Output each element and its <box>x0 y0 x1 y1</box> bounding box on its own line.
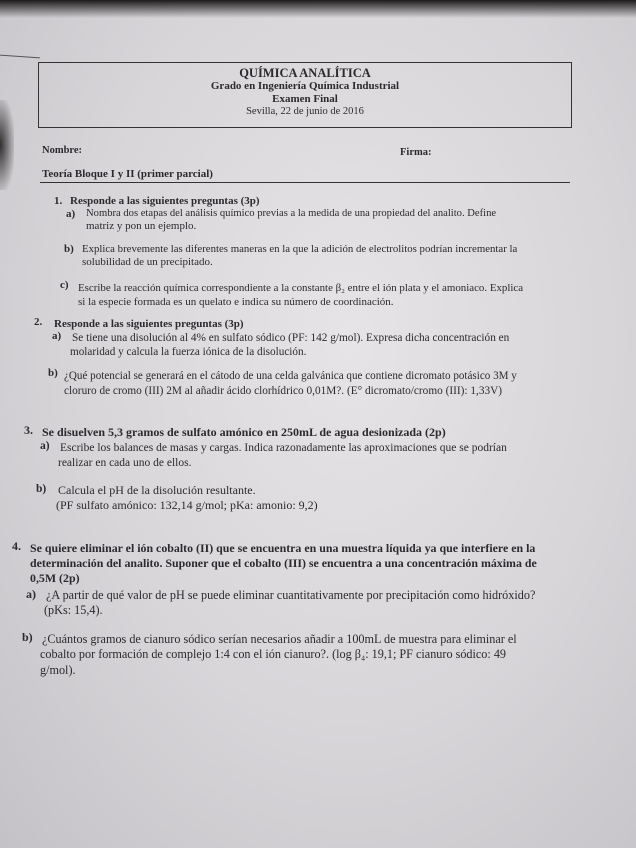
q3b-line2: (PF sulfato amónico: 132,14 g/mol; pKa: amonio: 9,2) <box>56 498 318 512</box>
q4a-line1: ¿A partir de qué valor de pH se puede eliminar cuantitativamente por precipitación como hidróxido? <box>46 588 536 602</box>
q2a-line2: molaridad y calcula la fuerza iónica de la disolución. <box>70 346 307 358</box>
q1b-label: b) <box>64 243 74 255</box>
q4-number: 4. <box>12 539 21 553</box>
q1-number: 1. <box>54 195 63 207</box>
q3a-label: a) <box>40 440 50 452</box>
q1c-line1: Escribe la reacción química correspondiente a la constante β₂ entre el ión plata y el amoniaco. Explica <box>78 282 524 294</box>
q3b-line1: Calcula el pH de la disolución resultante. <box>58 483 256 497</box>
q1a-line1: Nombra dos etapas del análisis químico previas a la medida de una propiedad del analito. Define <box>86 208 497 219</box>
q2a-line1: Se tiene una disolución al 4% en sulfato sódico (PF: 142 g/mol). Expresa dicha concentración en <box>72 332 510 344</box>
q3b-label: b) <box>36 483 47 495</box>
q4b-line1: ¿Cuántos gramos de cianuro sódico serían necesarios añadir a 100mL de muestra para eliminar el <box>42 632 517 646</box>
q4a-line2: (pKs: 15,4). <box>44 603 103 617</box>
q4-title-line3: 0,5M (2p) <box>30 571 80 585</box>
course-title: QUÍMICA ANALÍTICA <box>239 66 371 80</box>
q4-title-line1: Se quiere eliminar el ión cobalto (II) que se encuentra en una muestra líquida ya que interfiere en la <box>30 541 536 555</box>
q3a-line1: Escribe los balances de masas y cargas. Indica razonadamente las aproximaciones que se podrían <box>60 442 507 454</box>
q2b-line1: ¿Qué potencial se generará en el cátodo de una celda galvánica que contiene dicromato potásico 3M y <box>64 370 517 382</box>
section-rule <box>40 182 570 183</box>
exam-type: Examen Final <box>272 93 338 105</box>
q4-title-line2: determinación del analito. Suponer que el cobalto (III) se encuentra a una concentración máxima de <box>30 556 537 570</box>
q4b-line2: cobalto por formación de complejo 1:4 con el ión cianuro?. (log β₄: 19,1; PF cianuro sódico: 49 <box>40 647 507 661</box>
q4a-label: a) <box>26 587 36 601</box>
q1c-label: c) <box>60 279 69 291</box>
q2-number: 2. <box>34 316 43 328</box>
q4b-line3: g/mol). <box>40 663 76 677</box>
section-title: Teoría Bloque I y II (primer parcial) <box>42 168 213 180</box>
q4b-label: b) <box>22 630 33 644</box>
name-label: Nombre: <box>42 145 83 156</box>
q2-title: Responde a las siguientes preguntas (3p) <box>54 318 244 330</box>
q3-title: Se disuelven 5,3 gramos de sulfato amónico en 250mL de agua desionizada (2p) <box>42 425 446 439</box>
q3-number: 3. <box>24 423 33 437</box>
q2b-label: b) <box>48 367 58 379</box>
q1a-label: a) <box>66 208 76 220</box>
exam-date: Sevilla, 22 de junio de 2016 <box>246 106 364 117</box>
q3a-line2: realizar en cada uno de ellos. <box>58 457 192 469</box>
page-edge-line <box>0 55 40 59</box>
shadow-left <box>0 100 14 190</box>
shadow-top <box>0 0 636 18</box>
q1b-line2: solubilidad de un precipitado. <box>82 256 213 268</box>
signature-label: Firma: <box>400 147 432 158</box>
q2b-line2: cloruro de cromo (III) 2M al añadir ácido clorhídrico 0,01M?. (E° dicromato/cromo (III): 1,33V) <box>64 385 503 397</box>
q1a-line2: matriz y pon un ejemplo. <box>86 220 197 232</box>
q1-title: Responde a las siguientes preguntas (3p) <box>70 195 260 207</box>
q1c-line2: si la especie formada es un quelato e indica su número de coordinación. <box>78 296 394 308</box>
q2a-label: a) <box>52 330 62 342</box>
degree-name: Grado en Ingeniería Química Industrial <box>210 80 400 92</box>
header-box <box>38 62 572 128</box>
q1b-line1: Explica brevemente las diferentes maneras en la que la adición de electrolitos podrían incrementar la <box>82 243 518 255</box>
